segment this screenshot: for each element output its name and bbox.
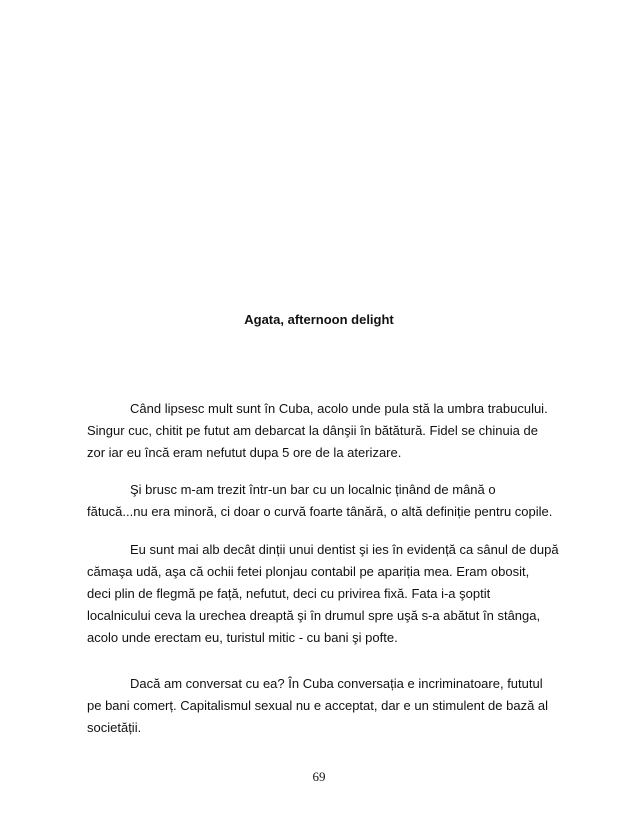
paragraph-line: Dacă am conversat cu ea? În Cuba conversația e incriminatoare, fututul	[130, 676, 543, 691]
paragraph-3	[87, 539, 559, 649]
paragraph-line: fătucă...nu era minoră, ci doar o curvă foarte tânără, o altă definiție pentru copile.	[87, 504, 553, 519]
page-number: 69	[312, 769, 326, 784]
paragraph-line: pe bani comerț. Capitalismul sexual nu e acceptat, dar e un stimulent de bază al	[87, 698, 549, 713]
paragraph-line: Şi brusc m-am trezit într-un bar cu un localnic ținând de mână o	[130, 482, 496, 497]
paragraph-line: Când lipsesc mult sunt în Cuba, acolo unde pula stă la umbra trabucului.	[130, 401, 548, 416]
paragraph-1	[87, 398, 548, 464]
paragraph-line: societății.	[87, 720, 142, 735]
chapter-title: Agata, afternoon delight	[244, 312, 394, 327]
paragraph-line: Eu sunt mai alb decât dinții unui dentist şi ies în evidență ca sânul de după	[130, 542, 559, 557]
paragraph-4	[87, 673, 548, 739]
paragraph-line: Singur cuc, chitit pe futut am debarcat la dânşii în bătătură. Fidel se chinuia de	[87, 423, 538, 438]
paragraph-line: zor iar eu încă eram nefutut dupa 5 ore de la aterizare.	[87, 445, 402, 460]
paragraph-line: cămaşa udă, aşa că ochii fetei plonjau contabil pe apariția mea. Eram obosit,	[87, 564, 530, 579]
paragraph-line: localnicului ceva la urechea dreaptă şi în drumul spre uşă s-a abătut în stânga,	[87, 608, 541, 623]
paragraph-line: deci plin de flegmă pe față, nefutut, deci cu privirea fixă. Fata i-a şoptit	[87, 586, 491, 601]
paragraph-line: acolo unde erectam eu, turistul mitic - cu bani şi pofte.	[87, 630, 398, 645]
paragraph-2	[87, 479, 552, 523]
